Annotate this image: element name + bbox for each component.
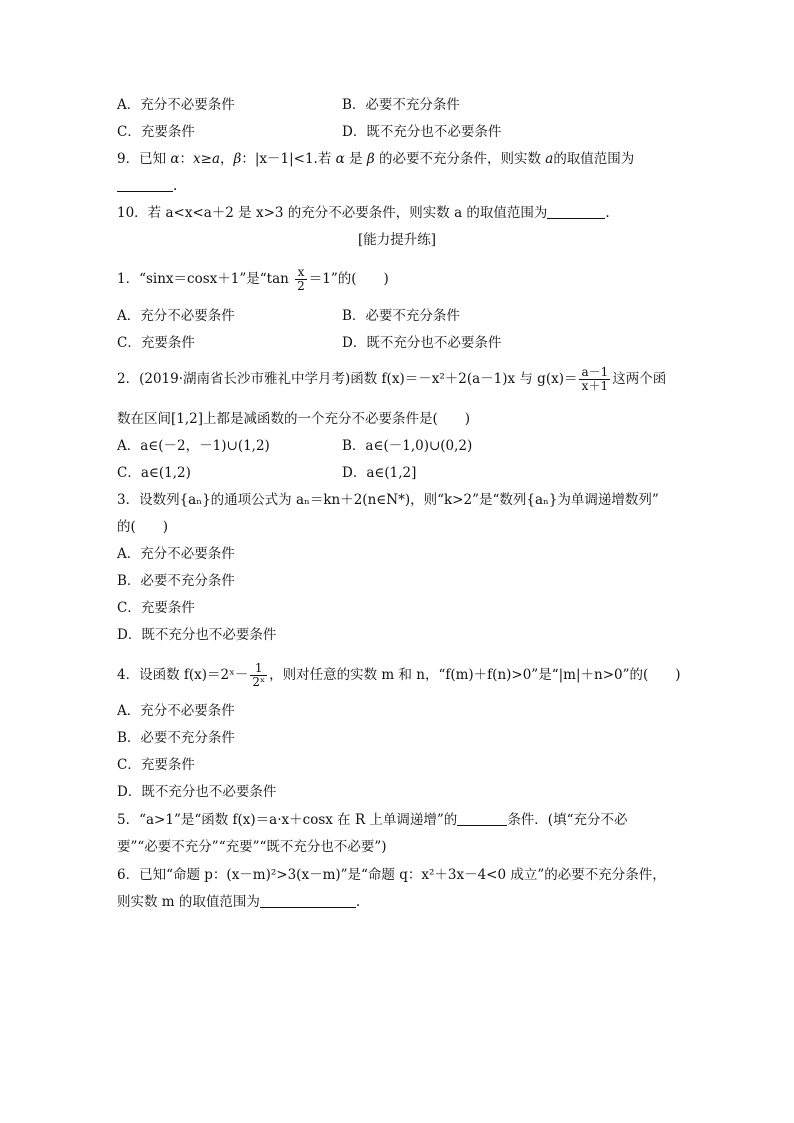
problem-4-option-d: D．既不充分也不必要条件: [117, 784, 277, 800]
problem-4-option-b: B．必要不充分条件: [117, 730, 235, 746]
problem-5-line-2: 要”“必要不充分”“充要”“既不充分也不必要”): [117, 839, 387, 855]
problem-1-option-d: D．既不充分也不必要条件: [342, 335, 502, 351]
problem-3-line-2: 的( ): [117, 519, 169, 535]
answer-blank[interactable]: [117, 177, 173, 192]
prev-option-c: C．充要条件: [117, 124, 195, 140]
problem-6-line-1: 6．已知“命题 p：(x－m)²>3(x－m)”是“命题 q：x²＋3x－4<0 成立”的必要不充分条件，: [117, 867, 666, 883]
problem-4-option-a: A．充分不必要条件: [117, 703, 235, 719]
problem-5-line-1: 5．“a>1”是“函数 f(x)＝a·x＋cosx 在 R 上单调递增”的 条件．(填“充分不必: [117, 812, 628, 828]
problem-3-option-b: B．必要不充分条件: [117, 573, 235, 589]
problem-2-option-a: A．a∈(－2，－1)∪(1,2): [117, 438, 270, 454]
answer-blank[interactable]: [547, 204, 605, 219]
problem-1-option-b: B．必要不充分条件: [342, 308, 460, 324]
problem-3-line-1: 3．设数列{aₙ}的通项公式为 aₙ＝kn＋2(n∈N*)，则“k>2”是“数列{aₙ}为单调递增数列”: [117, 492, 659, 508]
problem-2-option-b: B．a∈(－1,0)∪(0,2): [342, 438, 473, 454]
fraction: $\frac{1}{\text{2ˣ}}$: [252, 661, 266, 689]
problem-1-option-c: C．充要条件: [117, 335, 195, 351]
problem-2-option-c: C．a∈(1,2): [117, 465, 191, 481]
problem-2-line-1: 2．(2019·湖南省长沙市雅礼中学月考)函数 f(x)＝－x²＋2(a－1)x 与 g(x)＝ $\frac{a-1}{x+1}$ 这两个函: [117, 365, 667, 393]
problem-6-line-2: 则实数 m 的取值范围为 .: [117, 894, 361, 910]
answer-blank[interactable]: [260, 893, 356, 908]
question-9-line-1: 9．已知 α：x≥a，β：|x－1|<1.若 α 是 β 的必要不充分条件，则实数 a的取值范围为: [117, 151, 635, 167]
problem-3-option-a: A．充分不必要条件: [117, 546, 235, 562]
fraction: $\frac{x}{2}$: [297, 265, 305, 293]
problem-4: 4．设函数 f(x)＝2ˣ－ $\frac{1}{\text{2ˣ}}$ ，则对任意的实数 m 和 n，“f(m)＋f(n)>0”是“|m|＋n>0”的( ): [117, 661, 681, 689]
problem-2-line-2: 数在区间[1,2]上都是减函数的一个充分不必要条件是( ): [117, 411, 471, 427]
answer-blank[interactable]: [457, 811, 507, 826]
problem-1-option-a: A．充分不必要条件: [117, 308, 235, 324]
question-10: 10．若 a<x<a＋2 是 x>3 的充分不必要条件，则实数 a 的取值范围为 .: [117, 205, 610, 221]
prev-option-a: A．充分不必要条件: [117, 97, 235, 113]
fraction: $\frac{a-1}{x+1}$: [581, 365, 609, 393]
prev-option-d: D．既不充分也不必要条件: [342, 124, 502, 140]
prev-option-b: B．必要不充分条件: [342, 97, 460, 113]
section-title: [能力提升练]: [357, 232, 437, 248]
problem-4-option-c: C．充要条件: [117, 757, 195, 773]
problem-3-option-c: C．充要条件: [117, 600, 195, 616]
question-9-line-2: .: [117, 177, 177, 195]
problem-3-option-d: D．既不充分也不必要条件: [117, 627, 277, 643]
problem-2-option-d: D．a∈(1,2]: [342, 465, 417, 481]
problem-1: 1．“sinx＝cosx＋1”是“tan $\frac{x}{2}$ ＝1”的( ): [117, 265, 389, 293]
